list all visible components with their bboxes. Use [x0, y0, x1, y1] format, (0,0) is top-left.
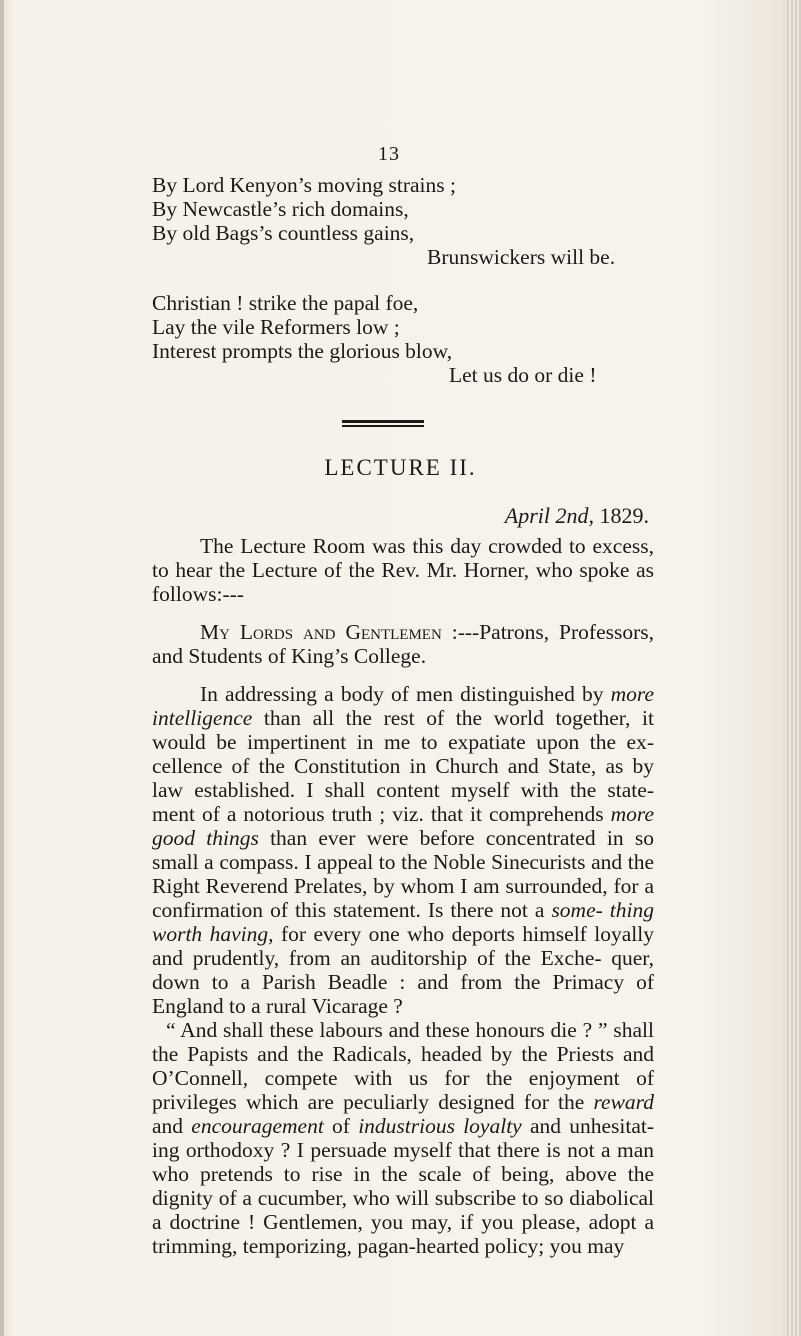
- verse-line: Interest prompts the glorious blow,: [152, 339, 453, 363]
- verse-line: By old Bags’s countless gains,: [152, 221, 415, 245]
- page-number: 13: [378, 143, 400, 165]
- italic-text: some- thing worth having,: [152, 898, 654, 946]
- address-salutation: My Lords and Gentlemen :: [200, 620, 458, 644]
- section-divider: [342, 420, 424, 427]
- intro-paragraph: The Lecture Room was this day crowded to excess, to hear the Lecture of the Rev. Mr. Horner, who spoke as follows:---: [152, 534, 654, 606]
- body-paragraph: [152, 682, 654, 1018]
- date-day: April 2nd,: [504, 503, 594, 528]
- italic-text: encouragement: [191, 1114, 324, 1138]
- address-rest: ---Patrons, Professors, and Students of King’s College.: [152, 620, 654, 668]
- date-year: 1829.: [599, 503, 649, 528]
- page-edge-right: [787, 0, 801, 1336]
- body-text: and unhesitat- ing orthodoxy ? I persuade myself that there is not a man who pretends to rise in the scale of being, above the dignity of a cucumber, who will subscribe to so diabolical a doctrine ! Gentlemen, you may, if you please, adopt a trimming, temporizing, pagan-hearted policy; you may: [152, 1114, 655, 1258]
- body-text: “ And shall these labours and these honours die ? ” shall the Papists and the Radicals, headed by the Priests and O’Connell, compete with us for the enjoyment of privileges which are peculiarly designed for the: [152, 1018, 654, 1114]
- page-edge-left: [0, 0, 4, 1336]
- body-text: for every one who deports himself loyally and prudently, from an auditorship of the Exche- quer, down to a Parish Beadle : and from the Primacy of England to a rural Vicarage ?: [152, 922, 654, 1018]
- address-paragraph: [152, 620, 654, 668]
- verse-line: Lay the vile Reformers low ;: [152, 315, 400, 339]
- verse-line: Let us do or die !: [449, 363, 597, 387]
- body-text: than all the rest of the world together, it would be impertinent in me to expatiate upon the ex- cellence of the Constitution in Church and State, as by law established. I shall content myself with the state- ment of a notorious truth ; viz. that it comprehends: [152, 706, 654, 826]
- lecture-date: [505, 503, 649, 529]
- italic-text: industrious loyalty: [358, 1114, 522, 1138]
- body-text: than ever were before concentrated in so small a compass. I appeal to the Noble Sinecurists and the Right Reverend Prelates, by whom I am surrounded, for a confirmation of this statement. Is there not a: [152, 826, 654, 922]
- italic-text: more intelligence: [152, 682, 654, 730]
- lecture-text: [152, 534, 654, 1258]
- verse-line: By Lord Kenyon’s moving strains ;: [152, 173, 456, 197]
- body-text: and: [152, 1114, 192, 1138]
- italic-text: more good things: [152, 802, 654, 850]
- verse-line: Christian ! strike the papal foe,: [152, 291, 419, 315]
- italic-text: reward: [593, 1090, 654, 1114]
- body-text: of: [323, 1114, 359, 1138]
- body-text: In addressing a body of men distinguished by: [200, 682, 611, 706]
- verse-line: By Newcastle’s rich domains,: [152, 197, 409, 221]
- verse-line: Brunswickers will be.: [427, 245, 616, 269]
- lecture-heading: LECTURE II.: [324, 455, 477, 480]
- body-paragraph: [152, 1018, 654, 1258]
